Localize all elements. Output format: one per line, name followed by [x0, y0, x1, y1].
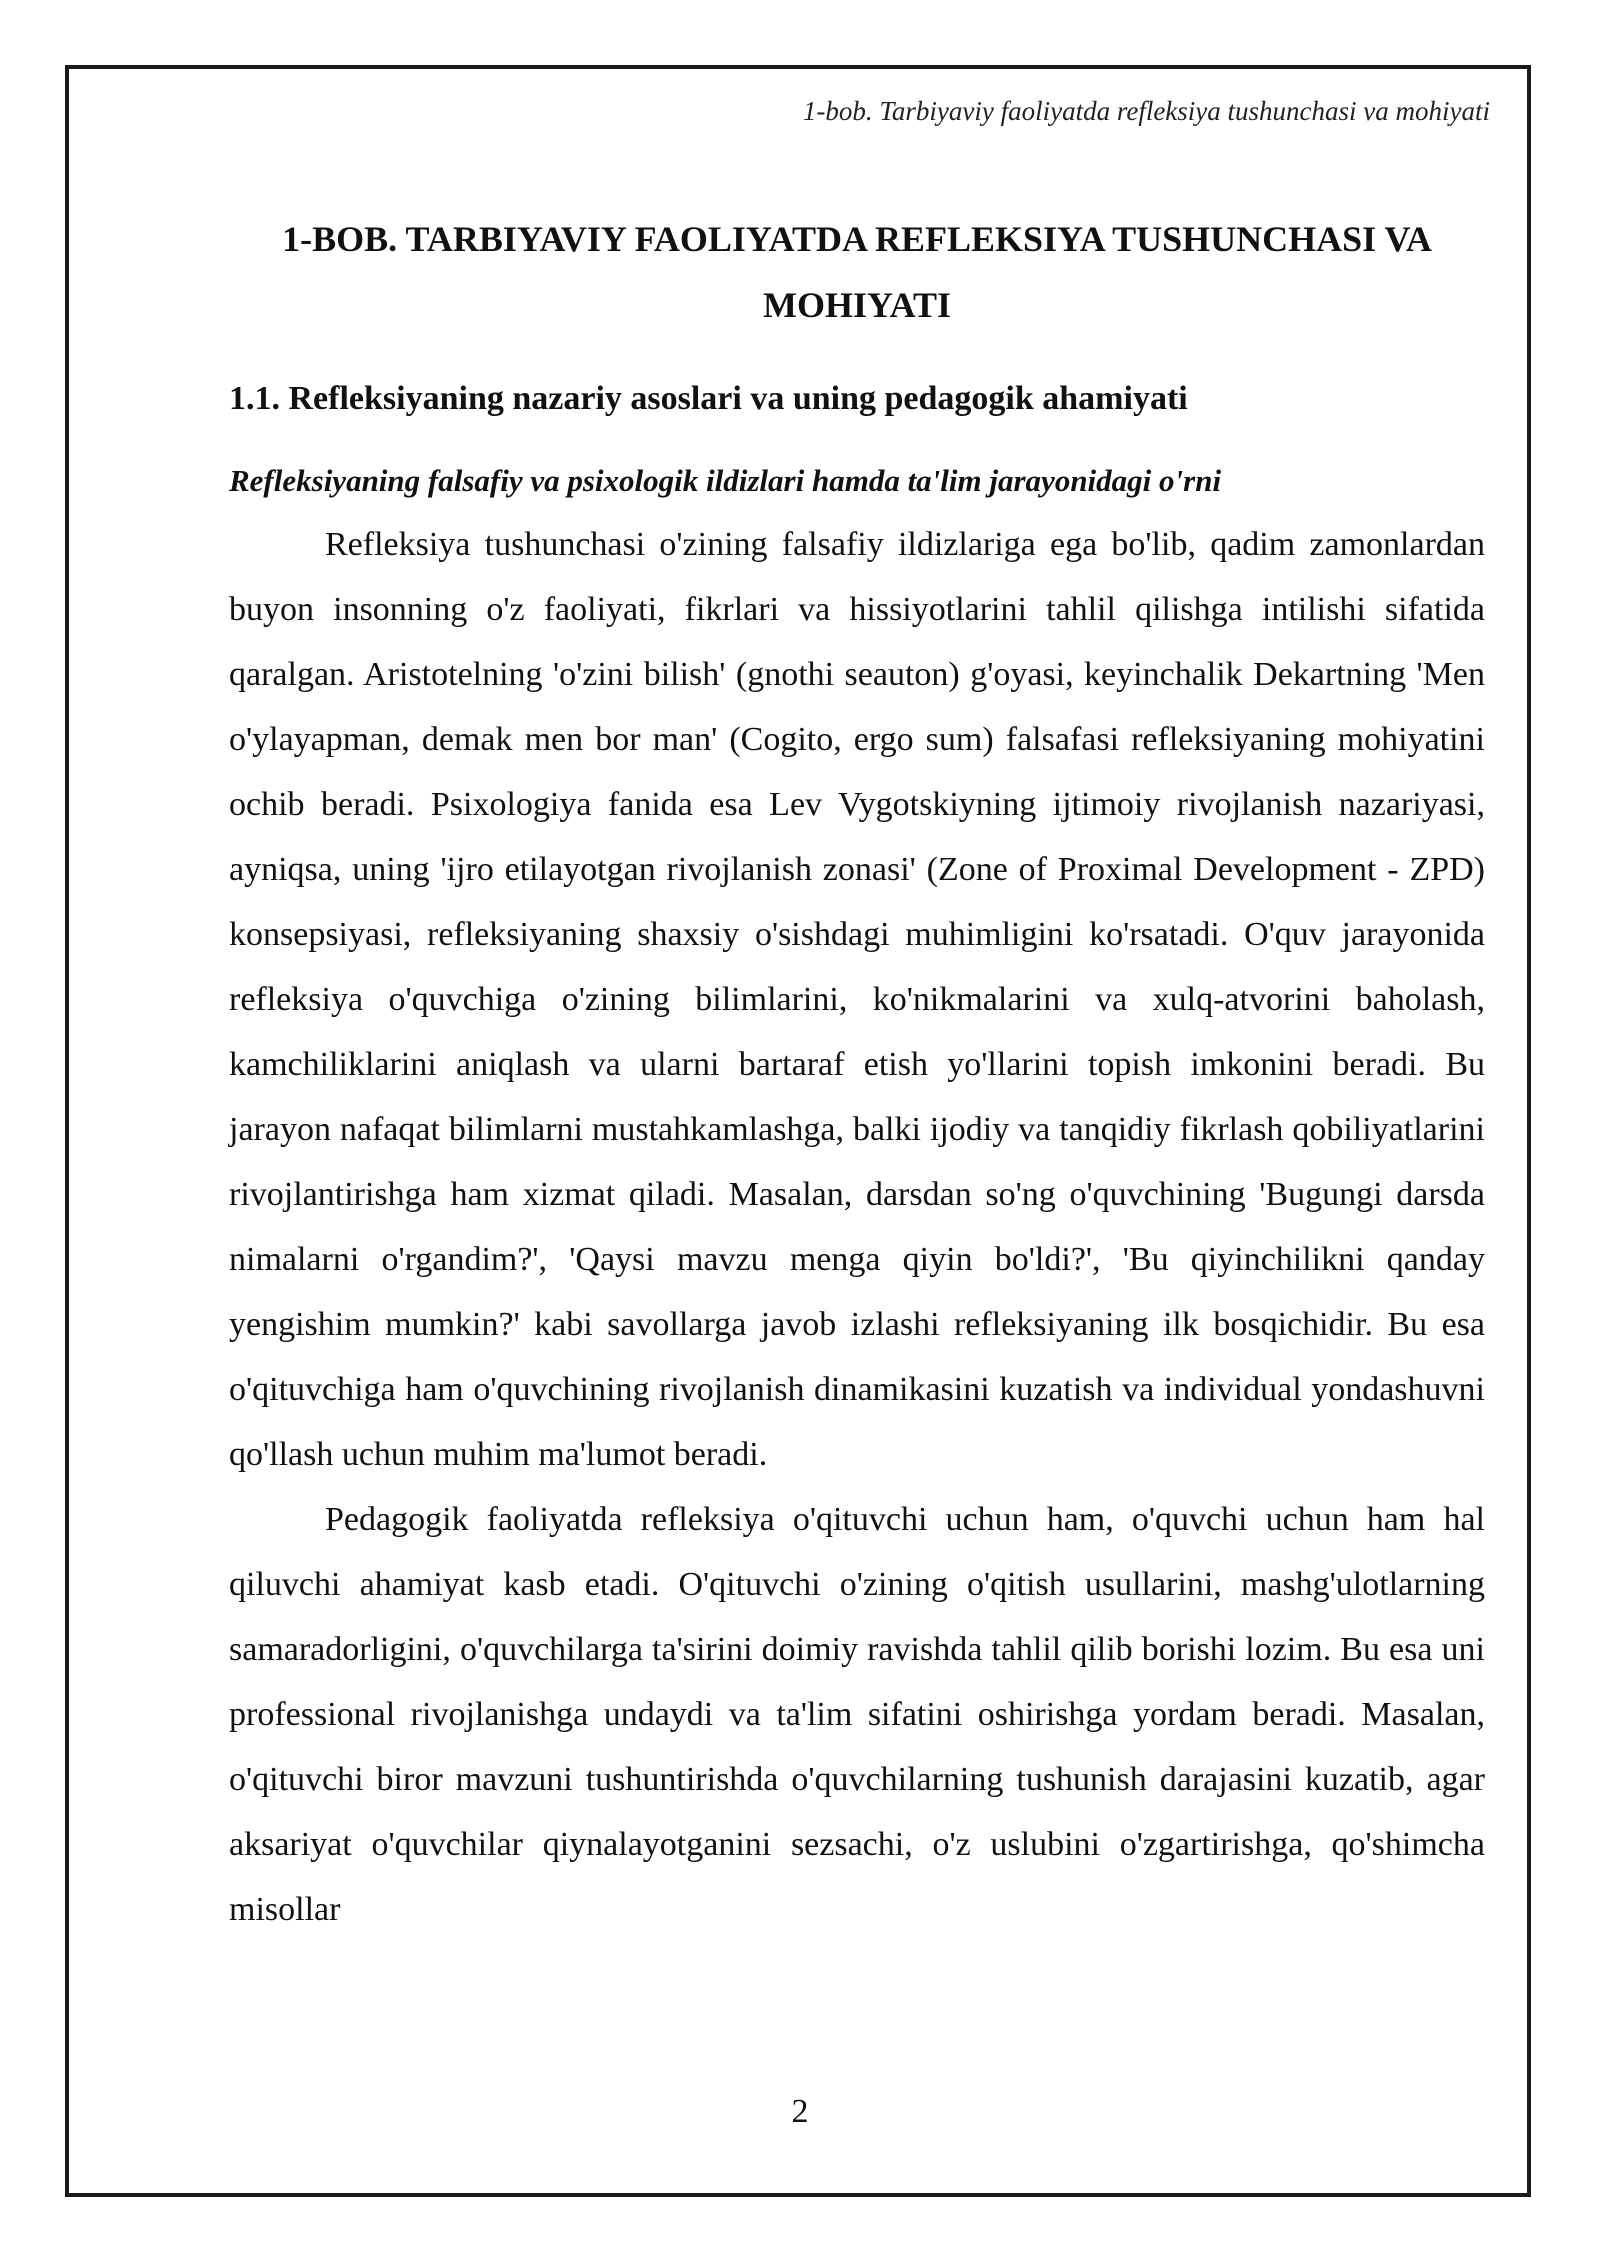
running-header: 1-bob. Tarbiyaviy faoliyatda refleksiya tushunchasi va mohiyati	[802, 96, 1490, 126]
page-number: 2	[791, 2093, 809, 2130]
subsection-title: Refleksiyaning falsafiy va psixologik ildizlari hamda ta'lim jarayonidagi o'rni	[229, 463, 1222, 498]
page-content	[229, 206, 1485, 1942]
body-paragraph-2: Pedagogik faoliyatda refleksiya o'qituvchi uchun ham, o'quvchi uchun ham hal qiluvchi ahamiyat kasb etadi. O'qituvchi o'zining o'qitish usullarini, mashg'ulotlarning samaradorligini, o'quvchilarga ta'sirini doimiy ravishda tahlil qilib borishi lozim. Bu esa uni professional rivojlanishga undaydi va ta'lim sifatini oshirishga yordam beradi. Masalan, o'qituvchi biror mavzuni tushuntirishda o'quvchilarning tushunish darajasini kuzatib, agar aksariyat o'quvchilar qiynalayotganini sezsachi, o'z uslubini o'zgartirishga, qo'shimcha misollar	[229, 1501, 1485, 1928]
section-title: 1.1. Refleksiyaning nazariy asoslari va uning pedagogik ahamiyati	[229, 380, 1188, 417]
chapter-title: 1-BOB. TARBIYAVIY FAOLIYATDA REFLEKSIYA TUSHUNCHASI VA MOHIYATI	[282, 219, 1432, 325]
body-paragraph-1: Refleksiya tushunchasi o'zining falsafiy ildizlariga ega bo'lib, qadim zamonlardan buyon insonning o'z faoliyati, fikrlari va hissiyotlarini tahlil qilishga intilishi sifatida qaralgan. Aristotelning 'o'zini bilish' (gnothi seauton) g'oyasi, keyinchalik Dekartning 'Men o'ylayapman, demak men bor man' (Cogito, ergo sum) falsafasi refleksiyaning mohiyatini ochib beradi. Psixologiya fanida esa Lev Vygotskiyning ijtimoiy rivojlanish nazariyasi, ayniqsa, uning 'ijro etilayotgan rivojlanish zonasi' (Zone of Proximal Development - ZPD) konsepsiyasi, refleksiyaning shaxsiy o'sishdagi muhimligini ko'rsatadi. O'quv jarayonida refleksiya o'quvchiga o'zining bilimlarini, ko'nikmalarini va xulq-atvorini baholash, kamchiliklarini aniqlash va ularni bartaraf etish yo'llarini topish imkonini beradi. Bu jarayon nafaqat bilimlarni mustahkamlashga, balki ijodiy va tanqidiy fikrlash qobiliyatlarini rivojlantirishga ham xizmat qiladi. Masalan, darsdan so'ng o'quvchining 'Bugungi darsda nimalarni o'rgandim?', 'Qaysi mavzu menga qiyin bo'ldi?', 'Bu qiyinchilikni qanday yengishim mumkin?' kabi savollarga javob izlashi refleksiyaning ilk bosqichidir. Bu esa o'qituvchiga ham o'quvchining rivojlanish dinamikasini kuzatish va individual yondashuvni qo'llash uchun muhim ma'lumot beradi.	[229, 526, 1485, 1473]
